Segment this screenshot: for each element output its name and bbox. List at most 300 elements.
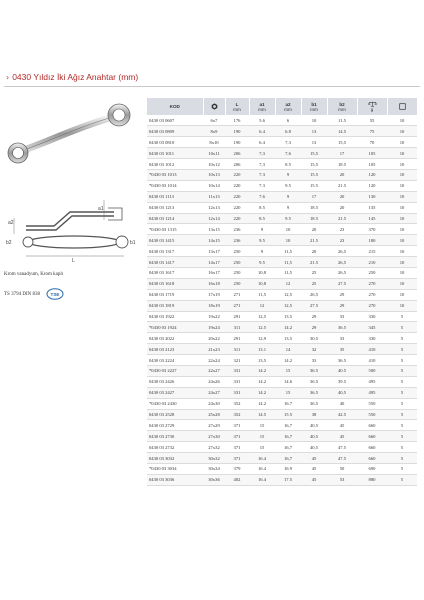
cell-a1: 7.6 — [249, 191, 275, 202]
header-pack — [387, 98, 417, 115]
cell-b2: 21.5 — [327, 213, 357, 224]
cell-b1: 25 — [301, 267, 327, 278]
cell-a1: 12,5 — [249, 311, 275, 322]
cell-length: 331 — [225, 376, 249, 387]
cell-size: 18x19 — [203, 300, 225, 311]
cell-weight: 55 — [357, 115, 387, 126]
cell-b2: 17 — [327, 148, 357, 159]
cell-pack: 5 — [387, 376, 417, 387]
cell-length: 250 — [225, 257, 249, 268]
cell-a1: 16.4 — [249, 474, 275, 485]
cell-code: 0430 03 1011 — [147, 148, 203, 159]
cell-b2: 11.5 — [327, 115, 357, 126]
cell-a1: 9 — [249, 224, 275, 235]
cell-length: 176 — [225, 115, 249, 126]
cell-b1: 36.5 — [301, 387, 327, 398]
cell-code: *0430 03 1013 — [147, 169, 203, 180]
cell-b1: 15.5 — [301, 169, 327, 180]
cell-a2: 14 — [275, 344, 301, 355]
cell-b2: 27.5 — [327, 278, 357, 289]
cell-size: 27x29 — [203, 420, 225, 431]
cell-code: *0430 03 2227 — [147, 365, 203, 376]
cell-code: 0430 03 2427 — [147, 387, 203, 398]
cell-weight: 495 — [357, 376, 387, 387]
cell-b1: 15,5 — [301, 148, 327, 159]
cell-size: 11x13 — [203, 191, 225, 202]
cell-weight: 660 — [357, 420, 387, 431]
cell-size: 12x14 — [203, 213, 225, 224]
cell-b2: 33 — [327, 311, 357, 322]
cell-size: 10x13 — [203, 169, 225, 180]
cell-weight: 120 — [357, 169, 387, 180]
table-row — [147, 474, 417, 485]
cell-size: 13x15 — [203, 224, 225, 235]
cell-weight: 495 — [357, 387, 387, 398]
cell-size: 14x15 — [203, 235, 225, 246]
cell-b2: 39.5 — [327, 376, 357, 387]
drawing-label-a1: a1 — [98, 206, 104, 212]
spec-table-body — [147, 115, 417, 485]
cell-length: 271 — [225, 289, 249, 300]
table-row — [147, 169, 417, 180]
cell-pack: 10 — [387, 180, 417, 191]
cell-weight: 135 — [357, 202, 387, 213]
cell-size: 10x11 — [203, 148, 225, 159]
table-row — [147, 159, 417, 170]
cell-b1: 21.5 — [301, 257, 327, 268]
cell-size: 14x17 — [203, 257, 225, 268]
technical-drawing — [4, 190, 140, 264]
cell-a2: 7,6 — [275, 148, 301, 159]
cell-b1: 40,5 — [301, 442, 327, 453]
cell-b2: 42.5 — [327, 409, 357, 420]
cell-b1: 18.5 — [301, 213, 327, 224]
cell-a2: 10 — [275, 235, 301, 246]
cell-a1: 16.4 — [249, 464, 275, 475]
cell-a1: 5.6 — [249, 115, 275, 126]
cell-a2: 14.2 — [275, 355, 301, 366]
cell-length: 250 — [225, 246, 249, 257]
cell-a1: 10,8 — [249, 267, 275, 278]
cell-length: 220 — [225, 180, 249, 191]
cell-length: 271 — [225, 300, 249, 311]
cell-weight: 250 — [357, 267, 387, 278]
cell-b2: 21.5 — [327, 180, 357, 191]
spec-table — [147, 98, 418, 486]
cell-size: 19x22 — [203, 311, 225, 322]
cell-a2: 14.6 — [275, 376, 301, 387]
cell-b2: 23 — [327, 224, 357, 235]
table-row — [147, 137, 417, 148]
cell-weight: 120 — [357, 180, 387, 191]
cell-b2: 26,5 — [327, 267, 357, 278]
cell-code: 0430 03 2123 — [147, 344, 203, 355]
cell-a2: 14.2 — [275, 322, 301, 333]
page-title: 0430 Yıldız İki Ağız Anahtar (mm) — [12, 72, 139, 82]
cell-weight: 345 — [357, 322, 387, 333]
cell-a1: 6.4 — [249, 137, 275, 148]
table-row — [147, 115, 417, 126]
cell-b2: 23 — [327, 235, 357, 246]
cell-a2: 15.5 — [275, 409, 301, 420]
cell-a1: 15 — [249, 420, 275, 431]
cell-a1: 13.1 — [249, 344, 275, 355]
cell-a2: 12,5 — [275, 300, 301, 311]
cell-size: 19x24 — [203, 322, 225, 333]
cell-length: 206 — [225, 148, 249, 159]
table-row — [147, 464, 417, 475]
cell-a1: 14.2 — [249, 365, 275, 376]
table-row — [147, 355, 417, 366]
cell-b2: 33 — [327, 333, 357, 344]
drawing-label-l: L — [72, 258, 75, 264]
cell-weight: 105 — [357, 148, 387, 159]
cell-weight: 660 — [357, 453, 387, 464]
cell-pack: 5 — [387, 464, 417, 475]
table-row — [147, 257, 417, 268]
cell-b1: 20 — [301, 246, 327, 257]
table-row — [147, 289, 417, 300]
cell-a2: 15 — [275, 365, 301, 376]
cell-size: 27x32 — [203, 442, 225, 453]
cell-a2: 10 — [275, 224, 301, 235]
standard-text: TS 3794 DIN 838 — [4, 291, 40, 297]
cell-weight: 215 — [357, 246, 387, 257]
cell-a2: 16,7 — [275, 442, 301, 453]
cell-code: 0430 03 3036 — [147, 474, 203, 485]
cell-b1: 20 — [301, 224, 327, 235]
cell-weight: 270 — [357, 278, 387, 289]
cell-pack: 5 — [387, 322, 417, 333]
cell-a1: 10,8 — [249, 278, 275, 289]
cell-b1: 40,5 — [301, 420, 327, 431]
cell-pack: 10 — [387, 246, 417, 257]
table-row — [147, 344, 417, 355]
cell-b2: 40 — [327, 398, 357, 409]
cell-a2: 16,7 — [275, 420, 301, 431]
cell-size: 17x19 — [203, 289, 225, 300]
cell-b2: 18.5 — [327, 159, 357, 170]
cell-size: 10x12 — [203, 159, 225, 170]
table-row — [147, 191, 417, 202]
cell-code: 0430 03 2730 — [147, 431, 203, 442]
cell-pack: 10 — [387, 159, 417, 170]
cell-length: 250 — [225, 278, 249, 289]
table-row — [147, 420, 417, 431]
cell-size: 25x28 — [203, 409, 225, 420]
cell-size: 16x17 — [203, 267, 225, 278]
cell-a2: 9.5 — [275, 180, 301, 191]
cell-b2: 20 — [327, 202, 357, 213]
cell-b1: 25 — [301, 278, 327, 289]
cell-code: *0430 03 3034 — [147, 464, 203, 475]
cell-weight: 370 — [357, 224, 387, 235]
cell-a1: 12.5 — [249, 322, 275, 333]
cell-weight: 210 — [357, 257, 387, 268]
cell-weight: 270 — [357, 300, 387, 311]
cell-b2: 40.5 — [327, 365, 357, 376]
cell-length: 321 — [225, 355, 249, 366]
cell-pack: 5 — [387, 474, 417, 485]
cell-pack: 10 — [387, 148, 417, 159]
cell-code: 0430 03 1618 — [147, 278, 203, 289]
cell-a1: 16.4 — [249, 453, 275, 464]
cell-b1: 29 — [301, 311, 327, 322]
material-text: Krom vanadyum, Krom kaplı — [4, 272, 64, 277]
cell-b2: 20 — [327, 169, 357, 180]
cell-code: 0430 03 1922 — [147, 311, 203, 322]
cell-weight: 105 — [357, 159, 387, 170]
cell-a2: 9.5 — [275, 213, 301, 224]
cell-weight: 410 — [357, 355, 387, 366]
tse-logo-text: TSE — [50, 291, 60, 297]
table-row — [147, 365, 417, 376]
cell-length: 236 — [225, 224, 249, 235]
hex-nut-icon — [211, 103, 218, 110]
cell-weight: 330 — [357, 333, 387, 344]
cell-a1: 11,5 — [249, 289, 275, 300]
cell-b2: 36.5 — [327, 355, 357, 366]
cell-pack: 5 — [387, 365, 417, 376]
cell-a2: 13,5 — [275, 333, 301, 344]
cell-a2: 12,5 — [275, 289, 301, 300]
cell-code: 0430 03 2224 — [147, 355, 203, 366]
cell-code: 0430 03 1415 — [147, 235, 203, 246]
cell-a1: 9.5 — [249, 257, 275, 268]
cell-length: 352 — [225, 398, 249, 409]
table-row — [147, 311, 417, 322]
table-row — [147, 224, 417, 235]
cell-length: 402 — [225, 474, 249, 485]
cell-pack: 5 — [387, 431, 417, 442]
cell-pack: 5 — [387, 409, 417, 420]
table-row — [147, 409, 417, 420]
cell-pack: 5 — [387, 311, 417, 322]
cell-size: 6x7 — [203, 115, 225, 126]
cell-b1: 45 — [301, 474, 327, 485]
table-row — [147, 398, 417, 409]
cell-size: 30x34 — [203, 464, 225, 475]
cell-code: *0430 03 1315 — [147, 224, 203, 235]
drawing-label-a2: a2 — [8, 220, 14, 226]
cell-a2: 9 — [275, 169, 301, 180]
cell-b1: 30,5 — [301, 333, 327, 344]
cell-code: 0430 03 2426 — [147, 376, 203, 387]
cell-a2: 11,5 — [275, 246, 301, 257]
cell-b1: 10 — [301, 115, 327, 126]
cell-length: 371 — [225, 420, 249, 431]
cell-b1: 40,5 — [301, 431, 327, 442]
cell-code: 0430 03 1317 — [147, 246, 203, 257]
table-row — [147, 278, 417, 289]
cell-b1: 45 — [301, 453, 327, 464]
cell-b2: 26,5 — [327, 257, 357, 268]
cell-weight: 550 — [357, 409, 387, 420]
cell-pack: 10 — [387, 126, 417, 137]
cell-a2: 9 — [275, 202, 301, 213]
cell-a1: 8.5 — [249, 213, 275, 224]
cell-a2: 16.9 — [275, 464, 301, 475]
cell-a1: 15 — [249, 431, 275, 442]
cell-a2: 15 — [275, 387, 301, 398]
cell-size: 10x14 — [203, 180, 225, 191]
cell-b2: 40,5 — [327, 387, 357, 398]
cell-length: 352 — [225, 409, 249, 420]
cell-code: 0430 03 1113 — [147, 191, 203, 202]
cell-weight: 130 — [357, 191, 387, 202]
tse-logo-icon — [46, 288, 64, 300]
cell-pack: 10 — [387, 289, 417, 300]
cell-b1: 32 — [301, 344, 327, 355]
table-row — [147, 126, 417, 137]
cell-b2: 29 — [327, 300, 357, 311]
cell-pack: 5 — [387, 387, 417, 398]
cell-pack: 5 — [387, 344, 417, 355]
cell-b2: 20 — [327, 191, 357, 202]
cell-b1: 33 — [301, 355, 327, 366]
table-row — [147, 322, 417, 333]
cell-b2: 45 — [327, 431, 357, 442]
cell-code: *0430 03 1014 — [147, 180, 203, 191]
cell-a1: 14.2 — [249, 398, 275, 409]
cell-weight: 145 — [357, 213, 387, 224]
cell-pack: 5 — [387, 333, 417, 344]
cell-size: 24x26 — [203, 376, 225, 387]
box-icon — [399, 103, 406, 110]
cell-size: 24x30 — [203, 398, 225, 409]
header-weight: g — [357, 98, 387, 115]
cell-a1: 15 — [249, 442, 275, 453]
cell-weight: 660 — [357, 442, 387, 453]
cell-weight: 410 — [357, 344, 387, 355]
cell-b1: 36.5 — [301, 398, 327, 409]
cell-b1: 27.5 — [301, 300, 327, 311]
cell-length: 311 — [225, 322, 249, 333]
cell-pack: 10 — [387, 235, 417, 246]
cell-pack: 5 — [387, 398, 417, 409]
standard-row — [4, 287, 64, 301]
cell-length: 220 — [225, 213, 249, 224]
cell-b2: 53 — [327, 474, 357, 485]
table-row — [147, 235, 417, 246]
cell-a1: 9 — [249, 246, 275, 257]
cell-b1: 17 — [301, 191, 327, 202]
cell-a2: 16,7 — [275, 431, 301, 442]
cell-pack: 5 — [387, 442, 417, 453]
cell-code: 0430 03 0809 — [147, 126, 203, 137]
cell-size: 8x9 — [203, 126, 225, 137]
cell-b2: 47.5 — [327, 442, 357, 453]
table-row — [147, 202, 417, 213]
cell-pack: 10 — [387, 202, 417, 213]
cell-b1: 38 — [301, 409, 327, 420]
cell-length: 379 — [225, 464, 249, 475]
table-row — [147, 431, 417, 442]
cell-a2: 16.7 — [275, 398, 301, 409]
cell-size: 12x13 — [203, 202, 225, 213]
cell-b2: 45 — [327, 420, 357, 431]
drawing-label-b1: b1 — [130, 240, 136, 246]
cell-a2: 17.5 — [275, 474, 301, 485]
cell-b2: 50 — [327, 464, 357, 475]
cell-length: 291 — [225, 333, 249, 344]
cell-a1: 6.4 — [249, 126, 275, 137]
table-row — [147, 246, 417, 257]
cell-a2: 13.5 — [275, 311, 301, 322]
cell-length: 220 — [225, 202, 249, 213]
cell-length: 371 — [225, 453, 249, 464]
cell-weight: 500 — [357, 365, 387, 376]
cell-code: 0430 03 1417 — [147, 257, 203, 268]
cell-b1: 15.5 — [301, 180, 327, 191]
cell-pack: 10 — [387, 213, 417, 224]
cell-code: 0430 03 1617 — [147, 267, 203, 278]
cell-size: 27x30 — [203, 431, 225, 442]
cell-b2: 14.5 — [327, 126, 357, 137]
cell-code: 0430 03 3032 — [147, 453, 203, 464]
cell-weight: 880 — [357, 474, 387, 485]
table-row — [147, 180, 417, 191]
cell-weight: 690 — [357, 464, 387, 475]
cell-length: 371 — [225, 431, 249, 442]
wrench-photo — [4, 98, 134, 168]
title-bullet: › — [6, 72, 10, 82]
cell-length: 371 — [225, 442, 249, 453]
cell-a1: 7,3 — [249, 159, 275, 170]
cell-a1: 14.5 — [249, 409, 275, 420]
cell-b2: 29 — [327, 289, 357, 300]
table-row — [147, 333, 417, 344]
cell-size: 22x24 — [203, 355, 225, 366]
cell-code: 0430 03 0810 — [147, 137, 203, 148]
table-row — [147, 267, 417, 278]
cell-length: 206 — [225, 159, 249, 170]
cell-pack: 10 — [387, 169, 417, 180]
cell-code: 0430 03 1719 — [147, 289, 203, 300]
cell-length: 190 — [225, 126, 249, 137]
table-row — [147, 453, 417, 464]
cell-a1: 14.2 — [249, 387, 275, 398]
cell-size: 30x36 — [203, 474, 225, 485]
cell-length: 331 — [225, 387, 249, 398]
cell-length: 311 — [225, 344, 249, 355]
cell-pack: 5 — [387, 355, 417, 366]
cell-length: 236 — [225, 235, 249, 246]
cell-b2: 47.5 — [327, 453, 357, 464]
cell-length: 220 — [225, 169, 249, 180]
table-row — [147, 442, 417, 453]
cell-b2: 35 — [327, 344, 357, 355]
cell-a2: 8.5 — [275, 159, 301, 170]
cell-b1: 29 — [301, 322, 327, 333]
cell-b1: 26,5 — [301, 289, 327, 300]
cell-pack: 10 — [387, 191, 417, 202]
cell-code: 0430 03 1214 — [147, 213, 203, 224]
cell-b1: 13 — [301, 126, 327, 137]
cell-pack: 5 — [387, 453, 417, 464]
page-title-row — [6, 70, 418, 84]
header-code: KOD — [147, 98, 203, 115]
cell-pack: 10 — [387, 137, 417, 148]
header-a1: a1 mm — [249, 98, 275, 115]
cell-a1: 9.5 — [249, 235, 275, 246]
cell-a1: 7.3 — [249, 169, 275, 180]
header-a2: a2 mm — [275, 98, 301, 115]
table-row — [147, 387, 417, 398]
table-header-row — [147, 98, 417, 115]
table-row — [147, 376, 417, 387]
cell-b1: 18.5 — [301, 202, 327, 213]
